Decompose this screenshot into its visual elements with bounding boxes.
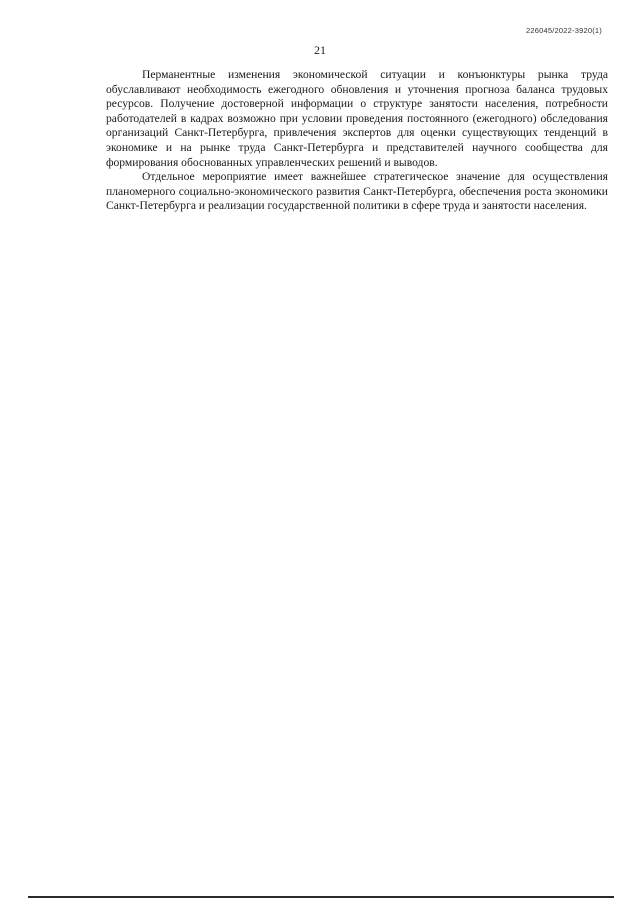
- page-number: 21: [314, 43, 326, 57]
- paragraph-2: Отдельное мероприятие имеет важнейшее стратегическое значение для осуществления планомерного социально-экономического развития Санкт-Петербурга, обеспечения роста экономики Санкт-Петербурга и реализации государственной политики в сфере труда и занятости населения.: [106, 170, 608, 213]
- document-body: [106, 68, 608, 214]
- bottom-rule: [28, 896, 614, 898]
- paragraph-1: Перманентные изменения экономической ситуации и конъюнктуры рынка труда обуславливают необходимость ежегодного обновления и уточнения прогноза баланса трудовых ресурсов. Получение достоверной информации о структуре занятости населения, потребности работодателей в кадрах возможно при условии проведения постоянного (ежегодного) обследования организаций Санкт-Петербурга, привлечения экспертов для оценки существующих тенденций в экономике и на рынке труда Санкт-Петербурга и представителей научного сообщества для формирования обоснованных управленческих решений и выводов.: [106, 68, 608, 169]
- document-id: 226045/2022-3920(1): [526, 26, 602, 35]
